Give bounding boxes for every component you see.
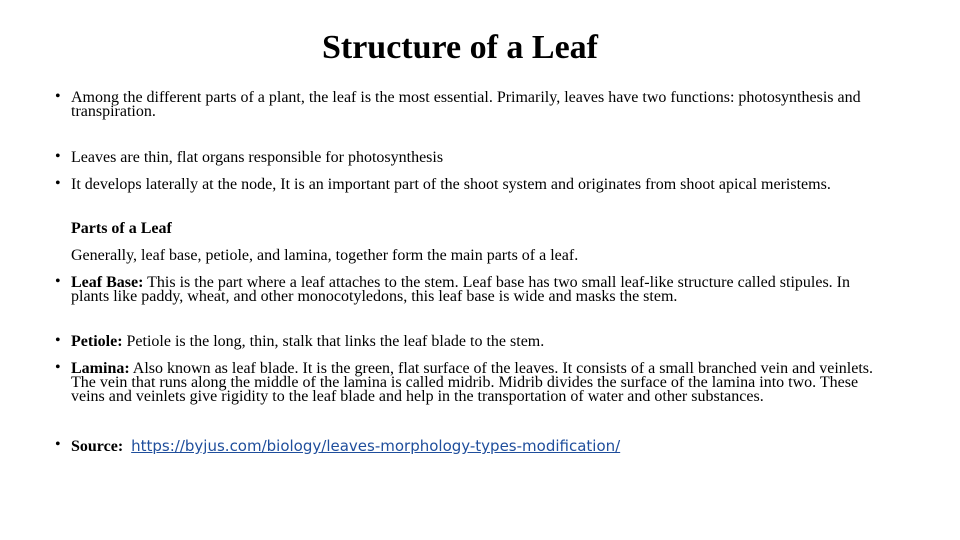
bullet-icon: • bbox=[55, 148, 61, 165]
bullet-icon: • bbox=[55, 88, 61, 105]
parts-heading bbox=[71, 222, 891, 236]
slide-title: Structure of a Leaf bbox=[321, 29, 599, 66]
bullet-leaf-base bbox=[55, 273, 885, 305]
source-label: Source: bbox=[71, 438, 124, 455]
lamina-text: Also known as leaf blade. It is the green, flat surface of the leaves. It consists of a small branched vein and veinlets. The vein that runs along the middle of the lamina is called midrib. Midrib divides the surface of the lamina into two. These veins and veinlets give rigidity to the leaf blade and help in the transportation of water and other substances. bbox=[71, 360, 873, 405]
bullet-lamina bbox=[55, 359, 885, 405]
bullet-petiole bbox=[55, 332, 885, 350]
leaf-base-text: This is the part where a leaf attaches to the stem. Leaf base has two small leaf-like structure called stipules. In plants like paddy, wheat, and other monocotyledons, this leaf base is wide and masks the stem. bbox=[71, 274, 850, 305]
bullet-icon: • bbox=[55, 332, 61, 349]
lamina-label: Lamina: bbox=[71, 360, 130, 377]
petiole-text: Petiole is the long, thin, stalk that links the leaf blade to the stem. bbox=[122, 333, 545, 350]
petiole-label: Petiole: bbox=[71, 333, 123, 350]
bullet-leaf-development bbox=[55, 175, 885, 193]
bullet-icon: • bbox=[55, 175, 61, 192]
bullet-leaf-definition bbox=[55, 148, 885, 166]
bullet-icon: • bbox=[55, 359, 61, 376]
bullet-icon: • bbox=[55, 273, 61, 290]
source-link[interactable]: https://byjus.com/biology/leaves-morphology-types-modification/ bbox=[131, 437, 621, 455]
bullet-text: Among the different parts of a plant, the leaf is the most essential. Primarily, leaves have two functions: photosynthesis and transpiration. bbox=[71, 89, 861, 120]
parts-heading-text: Parts of a Leaf bbox=[71, 220, 172, 237]
bullet-source bbox=[55, 436, 885, 455]
parts-intro: Generally, leaf base, petiole, and lamina, together form the main parts of a leaf. bbox=[71, 247, 579, 264]
bullet-icon: • bbox=[55, 436, 61, 453]
bullet-text: It develops laterally at the node, It is an important part of the shoot system and originates from shoot apical meristems. bbox=[71, 176, 831, 193]
bullet-leaf-importance bbox=[55, 88, 885, 120]
bullet-text: Leaves are thin, flat organs responsible for photosynthesis bbox=[71, 149, 444, 166]
leaf-base-label: Leaf Base: bbox=[71, 274, 144, 291]
